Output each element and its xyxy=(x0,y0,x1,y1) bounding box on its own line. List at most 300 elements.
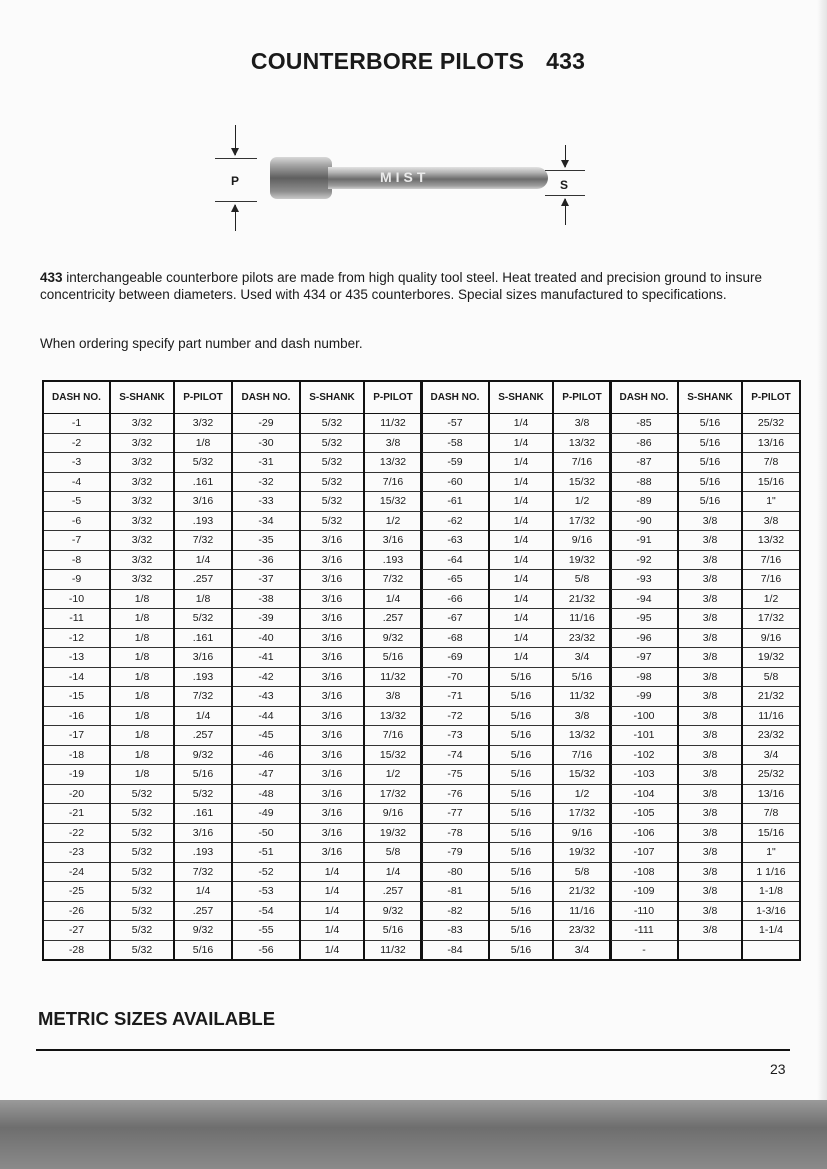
dash-no-cell: -63 xyxy=(421,531,489,551)
p-pilot-cell: 7/32 xyxy=(174,862,232,882)
p-pilot-cell: 9/32 xyxy=(174,745,232,765)
s-shank-cell: 3/8 xyxy=(678,862,742,882)
dash-no-cell: -108 xyxy=(610,862,678,882)
s-shank-cell: 3/32 xyxy=(110,414,174,434)
table-row xyxy=(421,843,611,863)
p-pilot-cell: .161 xyxy=(174,472,232,492)
s-shank-cell: 3/16 xyxy=(300,609,364,629)
s-shank-cell: 5/32 xyxy=(300,472,364,492)
table-row xyxy=(610,726,800,746)
dash-no-cell: -95 xyxy=(610,609,678,629)
p-pilot-cell: 15/32 xyxy=(553,765,611,785)
dash-no-cell: -65 xyxy=(421,570,489,590)
p-pilot-cell: 3/16 xyxy=(174,648,232,668)
table-row xyxy=(232,609,422,629)
s-shank-cell: 5/32 xyxy=(110,882,174,902)
s-shank-cell: 1/4 xyxy=(489,550,553,570)
dash-no-cell: -43 xyxy=(232,687,300,707)
p-arrow-down-icon xyxy=(235,125,236,155)
dash-no-cell: -16 xyxy=(43,706,110,726)
table-row xyxy=(232,433,422,453)
table-row xyxy=(610,414,800,434)
p-pilot-cell: 1/8 xyxy=(174,433,232,453)
dash-no-cell: -78 xyxy=(421,823,489,843)
table-row xyxy=(232,453,422,473)
dash-no-cell: -107 xyxy=(610,843,678,863)
p-pilot-cell: 5/8 xyxy=(553,862,611,882)
s-shank-cell: 3/32 xyxy=(110,472,174,492)
s-shank-cell: 3/8 xyxy=(678,550,742,570)
dash-no-cell: -42 xyxy=(232,667,300,687)
s-shank-cell: 5/32 xyxy=(110,784,174,804)
table-row xyxy=(43,784,232,804)
dash-no-cell: -7 xyxy=(43,531,110,551)
table-row xyxy=(43,589,232,609)
s-shank-cell: 5/32 xyxy=(110,843,174,863)
s-shank-cell: 3/32 xyxy=(110,511,174,531)
s-shank-cell: 5/32 xyxy=(300,492,364,512)
p-label: P xyxy=(231,174,240,188)
p-pilot-cell: 3/8 xyxy=(364,433,422,453)
table-header-row xyxy=(610,381,800,414)
table-row xyxy=(421,940,611,960)
dash-no-cell: -76 xyxy=(421,784,489,804)
s-label: S xyxy=(560,178,569,192)
p-pilot-cell: 7/16 xyxy=(742,550,800,570)
s-shank-cell: 5/32 xyxy=(110,804,174,824)
table-row xyxy=(421,823,611,843)
dash-no-cell: -80 xyxy=(421,862,489,882)
s-shank-cell: 5/32 xyxy=(110,901,174,921)
s-shank-cell: 3/16 xyxy=(300,823,364,843)
s-shank-cell: 5/16 xyxy=(489,823,553,843)
metric-note: METRIC SIZES AVAILABLE xyxy=(38,1008,276,1029)
table-row xyxy=(43,804,232,824)
s-shank-cell: 1/8 xyxy=(110,706,174,726)
header-dash-no: DASH NO. xyxy=(232,381,300,414)
table-row xyxy=(232,843,422,863)
header-s-shank: S-SHANK xyxy=(110,381,174,414)
s-shank-cell: 3/16 xyxy=(300,843,364,863)
p-pilot-cell: 7/8 xyxy=(742,453,800,473)
p-pilot-cell: 1/4 xyxy=(364,589,422,609)
table-row xyxy=(610,589,800,609)
dash-no-cell: -46 xyxy=(232,745,300,765)
p-pilot-cell: 5/16 xyxy=(553,667,611,687)
dash-no-cell: -85 xyxy=(610,414,678,434)
s-shank-cell: 1/8 xyxy=(110,648,174,668)
s-shank-cell: 1/4 xyxy=(489,492,553,512)
s-shank-cell: 3/8 xyxy=(678,804,742,824)
table-row xyxy=(610,570,800,590)
p-pilot-cell: .257 xyxy=(174,726,232,746)
p-pilot-cell: 15/32 xyxy=(364,745,422,765)
s-shank-cell: 3/8 xyxy=(678,687,742,707)
dash-no-cell: -93 xyxy=(610,570,678,590)
dash-no-cell: -56 xyxy=(232,940,300,960)
s-shank-cell: 3/8 xyxy=(678,511,742,531)
page-number: 23 xyxy=(770,1061,786,1077)
s-shank-cell: 3/8 xyxy=(678,706,742,726)
table-row xyxy=(43,921,232,941)
table-row xyxy=(232,531,422,551)
s-shank-cell: 3/8 xyxy=(678,784,742,804)
p-pilot-cell: 1/4 xyxy=(174,882,232,902)
s-shank-cell: 5/16 xyxy=(489,862,553,882)
header-p-pilot: P-PILOT xyxy=(742,381,800,414)
p-pilot-cell: 13/32 xyxy=(553,726,611,746)
table-row xyxy=(232,570,422,590)
table-row xyxy=(610,940,800,960)
footer-rule xyxy=(36,1049,790,1051)
table-row xyxy=(232,765,422,785)
s-shank-cell: 1/4 xyxy=(489,453,553,473)
table-row xyxy=(43,940,232,960)
dash-no-cell: -1 xyxy=(43,414,110,434)
s-shank-cell: 3/8 xyxy=(678,628,742,648)
dash-no-cell: -50 xyxy=(232,823,300,843)
p-pilot-cell: 11/32 xyxy=(364,414,422,434)
table-row xyxy=(610,472,800,492)
dash-no-cell: -13 xyxy=(43,648,110,668)
p-pilot-cell: 13/32 xyxy=(553,433,611,453)
p-pilot-cell: 17/32 xyxy=(553,511,611,531)
dash-table-4 xyxy=(609,380,801,961)
s-shank-cell: 5/16 xyxy=(489,843,553,863)
dash-no-cell: -70 xyxy=(421,667,489,687)
table-row xyxy=(43,843,232,863)
table-row xyxy=(610,765,800,785)
p-pilot-cell: 9/32 xyxy=(174,921,232,941)
table-row xyxy=(232,940,422,960)
p-pilot-cell: 1-3/16 xyxy=(742,901,800,921)
dash-no-cell: -97 xyxy=(610,648,678,668)
s-shank-cell: 3/32 xyxy=(110,492,174,512)
dash-no-cell: -52 xyxy=(232,862,300,882)
table-row xyxy=(43,550,232,570)
dash-no-cell: -105 xyxy=(610,804,678,824)
dash-no-cell: -61 xyxy=(421,492,489,512)
table-row xyxy=(610,823,800,843)
s-shank-cell: 1/4 xyxy=(300,921,364,941)
title-text: COUNTERBORE PILOTS xyxy=(250,48,525,74)
p-pilot-cell: 15/16 xyxy=(742,823,800,843)
p-pilot-cell: 19/32 xyxy=(364,823,422,843)
s-shank-cell: 3/16 xyxy=(300,784,364,804)
p-pilot-cell: 3/8 xyxy=(553,414,611,434)
dash-no-cell: -37 xyxy=(232,570,300,590)
table-row xyxy=(232,511,422,531)
dash-no-cell: -58 xyxy=(421,433,489,453)
table-row xyxy=(232,589,422,609)
s-shank-cell: 1/4 xyxy=(300,940,364,960)
p-pilot-cell: 7/16 xyxy=(553,453,611,473)
dash-no-cell: -98 xyxy=(610,667,678,687)
s-shank-cell: 5/32 xyxy=(110,862,174,882)
table-row xyxy=(421,921,611,941)
s-shank-cell: 5/32 xyxy=(300,453,364,473)
s-shank-cell: 1/8 xyxy=(110,609,174,629)
table-row xyxy=(232,414,422,434)
s-bottom-line xyxy=(545,195,585,196)
dash-no-cell: -68 xyxy=(421,628,489,648)
dash-no-cell: -39 xyxy=(232,609,300,629)
table-row xyxy=(610,784,800,804)
p-pilot-cell: 3/16 xyxy=(364,531,422,551)
dash-no-cell: -72 xyxy=(421,706,489,726)
s-shank-cell: 3/32 xyxy=(110,570,174,590)
scan-bottom-strip xyxy=(0,1100,827,1169)
table-row xyxy=(421,570,611,590)
table-row xyxy=(610,453,800,473)
table-row xyxy=(232,628,422,648)
table-row xyxy=(43,706,232,726)
dash-no-cell: -27 xyxy=(43,921,110,941)
s-shank-cell: 5/16 xyxy=(678,433,742,453)
s-shank-cell: 5/16 xyxy=(489,687,553,707)
s-shank-cell: 5/16 xyxy=(489,726,553,746)
s-shank-cell: 3/16 xyxy=(300,589,364,609)
pilot-diagram xyxy=(210,125,610,235)
s-arrow-up-icon xyxy=(565,199,566,225)
p-pilot-cell: 23/32 xyxy=(553,921,611,941)
s-shank-cell: 1/4 xyxy=(300,901,364,921)
table-row xyxy=(43,862,232,882)
p-pilot-cell: 1/2 xyxy=(364,511,422,531)
header-dash-no: DASH NO. xyxy=(421,381,489,414)
dash-no-cell: -55 xyxy=(232,921,300,941)
p-pilot-cell: 1/2 xyxy=(553,784,611,804)
p-pilot-cell: 17/32 xyxy=(364,784,422,804)
p-pilot-cell: 25/32 xyxy=(742,414,800,434)
p-pilot-cell: 9/32 xyxy=(364,901,422,921)
table-row xyxy=(43,726,232,746)
s-shank-cell: 3/16 xyxy=(300,687,364,707)
s-shank-cell: 3/8 xyxy=(678,901,742,921)
s-shank-cell: 5/16 xyxy=(489,667,553,687)
s-shank-cell: 1/4 xyxy=(300,882,364,902)
s-shank-cell: 3/8 xyxy=(678,882,742,902)
dash-no-cell: -31 xyxy=(232,453,300,473)
p-pilot-cell: 15/32 xyxy=(364,492,422,512)
s-shank-cell: 3/16 xyxy=(300,531,364,551)
table-row xyxy=(43,511,232,531)
dash-no-cell: -26 xyxy=(43,901,110,921)
s-shank-cell: 3/16 xyxy=(300,726,364,746)
dash-no-cell: -102 xyxy=(610,745,678,765)
dash-no-cell: -86 xyxy=(610,433,678,453)
dash-no-cell: -17 xyxy=(43,726,110,746)
p-pilot-cell: 5/16 xyxy=(364,648,422,668)
s-shank-cell: 1/4 xyxy=(489,589,553,609)
s-shank-cell: 3/8 xyxy=(678,570,742,590)
dash-table-2 xyxy=(231,380,423,961)
s-shank-cell: 5/32 xyxy=(300,433,364,453)
s-shank-cell: 5/32 xyxy=(110,940,174,960)
p-pilot-cell: 13/16 xyxy=(742,433,800,453)
p-pilot-cell: 11/16 xyxy=(742,706,800,726)
p-pilot-cell: 19/32 xyxy=(553,550,611,570)
dash-no-cell: -22 xyxy=(43,823,110,843)
p-pilot-cell: 3/8 xyxy=(553,706,611,726)
s-shank-cell: 1/8 xyxy=(110,628,174,648)
p-pilot-cell: 1" xyxy=(742,492,800,512)
s-shank-cell: 5/16 xyxy=(489,940,553,960)
header-s-shank: S-SHANK xyxy=(678,381,742,414)
dash-no-cell: -14 xyxy=(43,667,110,687)
table-row xyxy=(232,648,422,668)
s-shank-cell: 3/16 xyxy=(300,765,364,785)
s-shank-cell: 5/16 xyxy=(489,765,553,785)
s-shank-cell: 1/4 xyxy=(489,511,553,531)
table-row xyxy=(232,901,422,921)
dash-no-cell: -101 xyxy=(610,726,678,746)
s-shank-cell: 5/32 xyxy=(110,823,174,843)
p-pilot-cell: 1/2 xyxy=(742,589,800,609)
table-row xyxy=(610,531,800,551)
p-pilot-cell: .257 xyxy=(364,882,422,902)
table-row xyxy=(43,823,232,843)
p-pilot-cell: 21/32 xyxy=(553,589,611,609)
s-shank-cell: 1/8 xyxy=(110,589,174,609)
table-row xyxy=(232,550,422,570)
p-pilot-cell: 7/16 xyxy=(553,745,611,765)
dash-no-cell: -29 xyxy=(232,414,300,434)
s-shank-cell: 3/32 xyxy=(110,550,174,570)
table-row xyxy=(232,472,422,492)
dash-no-cell: -110 xyxy=(610,901,678,921)
dash-no-cell: -18 xyxy=(43,745,110,765)
dash-no-cell: -81 xyxy=(421,882,489,902)
p-pilot-cell: .193 xyxy=(364,550,422,570)
table-row xyxy=(232,687,422,707)
table-row xyxy=(43,882,232,902)
dash-no-cell: -71 xyxy=(421,687,489,707)
s-shank-cell: 5/16 xyxy=(489,921,553,941)
table-row xyxy=(421,862,611,882)
table-row xyxy=(610,687,800,707)
table-row xyxy=(421,433,611,453)
s-shank-cell xyxy=(678,940,742,960)
dash-no-cell: -79 xyxy=(421,843,489,863)
s-shank-cell: 1/8 xyxy=(110,765,174,785)
p-pilot-cell: 7/32 xyxy=(364,570,422,590)
dash-no-cell: -10 xyxy=(43,589,110,609)
s-shank-cell: 1/4 xyxy=(489,472,553,492)
p-pilot-cell: 7/32 xyxy=(174,687,232,707)
dash-no-cell: -92 xyxy=(610,550,678,570)
dash-no-cell: -60 xyxy=(421,472,489,492)
p-pilot-cell: 11/32 xyxy=(553,687,611,707)
dash-no-cell: -69 xyxy=(421,648,489,668)
s-shank-cell: 5/16 xyxy=(489,784,553,804)
dash-no-cell: -23 xyxy=(43,843,110,863)
s-shank-cell: 3/32 xyxy=(110,433,174,453)
s-shank-cell: 5/16 xyxy=(678,414,742,434)
p-pilot-cell: 11/32 xyxy=(364,667,422,687)
header-p-pilot: P-PILOT xyxy=(174,381,232,414)
dash-no-cell: -49 xyxy=(232,804,300,824)
page-edge-shadow xyxy=(817,0,827,1100)
s-shank-cell: 3/16 xyxy=(300,745,364,765)
p-pilot-cell: 1/4 xyxy=(364,862,422,882)
p-pilot-cell: 21/32 xyxy=(742,687,800,707)
table-row xyxy=(43,901,232,921)
p-pilot-cell: 1/8 xyxy=(174,589,232,609)
p-pilot-cell: 19/32 xyxy=(553,843,611,863)
p-pilot-cell: 7/32 xyxy=(174,531,232,551)
s-shank-cell: 1/4 xyxy=(489,531,553,551)
s-shank-cell: 1/8 xyxy=(110,667,174,687)
dash-no-cell: -106 xyxy=(610,823,678,843)
product-description xyxy=(40,270,790,303)
p-pilot-cell: 11/32 xyxy=(364,940,422,960)
s-shank-cell: 5/32 xyxy=(300,511,364,531)
table-row xyxy=(43,531,232,551)
s-shank-cell: 3/16 xyxy=(300,706,364,726)
dash-no-cell: -53 xyxy=(232,882,300,902)
table-row xyxy=(43,765,232,785)
dash-no-cell: -94 xyxy=(610,589,678,609)
s-shank-cell: 3/16 xyxy=(300,667,364,687)
dash-no-cell: -104 xyxy=(610,784,678,804)
dash-no-cell: -99 xyxy=(610,687,678,707)
table-row xyxy=(421,667,611,687)
p-pilot-cell: 21/32 xyxy=(553,882,611,902)
table-row xyxy=(421,706,611,726)
s-shank-cell: 5/16 xyxy=(678,472,742,492)
s-shank-cell: 3/16 xyxy=(300,550,364,570)
dash-no-cell: -51 xyxy=(232,843,300,863)
dash-no-cell: -9 xyxy=(43,570,110,590)
s-shank-cell: 5/16 xyxy=(489,901,553,921)
table-row xyxy=(232,784,422,804)
dash-no-cell: -83 xyxy=(421,921,489,941)
dash-no-cell: -73 xyxy=(421,726,489,746)
p-pilot-cell: 3/32 xyxy=(174,414,232,434)
table-row xyxy=(43,609,232,629)
table-row xyxy=(421,765,611,785)
dash-table-1 xyxy=(42,380,233,961)
dash-no-cell: -30 xyxy=(232,433,300,453)
p-pilot-cell: 9/16 xyxy=(742,628,800,648)
p-pilot-cell: 1-1/8 xyxy=(742,882,800,902)
s-shank-cell: 3/16 xyxy=(300,570,364,590)
dash-no-cell: -15 xyxy=(43,687,110,707)
s-shank-cell: 5/16 xyxy=(489,804,553,824)
p-pilot-cell: 17/32 xyxy=(742,609,800,629)
pilot-head xyxy=(270,157,332,199)
table-row xyxy=(421,472,611,492)
s-shank-cell: 3/32 xyxy=(110,531,174,551)
s-shank-cell: 3/8 xyxy=(678,531,742,551)
s-shank-cell: 3/16 xyxy=(300,628,364,648)
header-dash-no: DASH NO. xyxy=(610,381,678,414)
dash-no-cell: -75 xyxy=(421,765,489,785)
s-shank-cell: 1/4 xyxy=(489,570,553,590)
p-pilot-cell: 3/4 xyxy=(553,648,611,668)
description-part-number: 433 xyxy=(40,270,63,285)
dash-no-cell: -12 xyxy=(43,628,110,648)
s-shank-cell: 3/8 xyxy=(678,921,742,941)
table-row xyxy=(43,648,232,668)
s-shank-cell: 5/32 xyxy=(110,921,174,941)
s-shank-cell: 5/16 xyxy=(678,492,742,512)
table-row xyxy=(232,862,422,882)
s-shank-cell: 3/8 xyxy=(678,745,742,765)
p-pilot-cell: 5/16 xyxy=(174,940,232,960)
table-row xyxy=(610,433,800,453)
